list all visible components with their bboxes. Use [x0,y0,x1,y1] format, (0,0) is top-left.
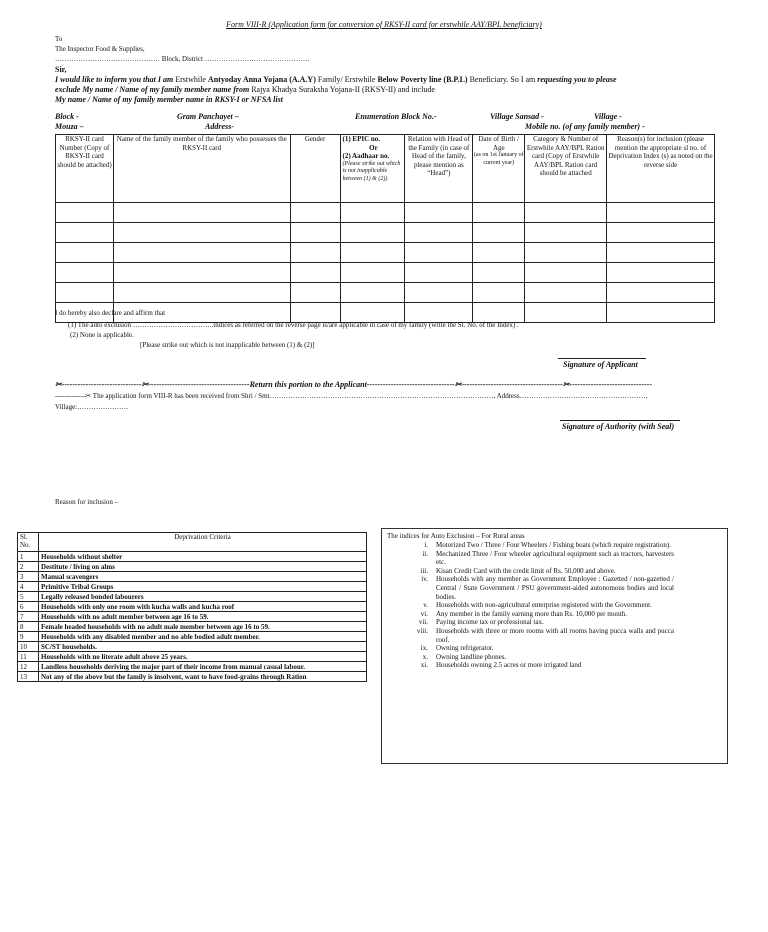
body-p1g: requesting you to please [537,75,617,84]
member-table-cell[interactable] [525,203,607,223]
member-table-cell[interactable] [405,243,473,263]
deprivation-row [18,592,367,602]
auto-exclusion-text: Any member in the family earning more than Rs. 10,000 per month. [436,609,627,618]
deprivation-header-sl: Sl. No. [18,533,39,552]
body-p1d: Family/ Erstwhile [317,75,376,84]
field-mouza: Mouza – [55,122,84,131]
auto-exclusion-item [382,610,674,619]
auto-exclusion-number: viii. [416,626,428,635]
member-table-cell[interactable] [607,203,715,223]
header-dob-note: (as on 1st January of current year) [473,152,524,166]
deprivation-sl: 2 [18,562,39,572]
deprivation-sl: 13 [18,672,39,682]
member-table-cell[interactable] [56,203,114,223]
deprivation-criterion: Manual scavengers [39,572,367,582]
address-to: To [55,35,63,43]
body-p2b: Rajya Khadya Suraksha Yojana-II (RKSY-II) and include [251,85,435,94]
member-table-cell[interactable] [340,243,405,263]
body-line-1 [55,75,720,85]
deprivation-header-criteria: Deprivation Criteria [39,533,367,552]
receipt-line-1: -------------✂ The application form VIII-R has been received from Shri / Smt……………………………………………………………………………………, Address………………………………………………, [55,392,648,400]
deprivation-criterion: Landless households deriving the major part of their income from manual casual labour. [39,662,367,672]
auto-exclusion-item [382,575,674,601]
auto-exclusion-item [382,541,674,550]
receipt-line-2: Village:…………………. [55,403,128,411]
auto-exclusion-number: iv. [421,575,428,584]
member-table-cell[interactable] [290,203,340,223]
member-table-cell[interactable] [290,243,340,263]
member-table-cell[interactable] [405,263,473,283]
member-table-cell[interactable] [473,223,525,243]
member-table-cell[interactable] [473,283,525,303]
field-gram-panchayet: Gram Panchayet – [177,112,239,121]
field-enumeration-block: Enumeration Block No.- [355,112,437,121]
member-table-cell[interactable] [473,303,525,323]
header-gender: Gender [290,135,340,203]
member-table-cell[interactable] [56,243,114,263]
member-table-cell[interactable] [340,223,405,243]
auto-exclusion-item [382,567,674,576]
deprivation-sl: 5 [18,592,39,602]
header-reason: Reason(s) for inclusion (please mention the appropriate sl no. of Deprivation Index (s) as noted on the reverse side [607,135,715,203]
member-table-cell[interactable] [473,243,525,263]
body-p1a: I would like to inform you that I am [55,75,174,84]
deprivation-row [18,662,367,672]
member-table-row [56,283,715,303]
body-p2a: exclude My name / Name of my family member name from [55,85,250,94]
form-title: Form VIII-R (Application form for conversion of RKSY-II card for erstwhile AAY/BPL beneficiary) [226,20,542,29]
header-category: Category & Number of Erstwhile AAY/BPL Ration card (Copy of Erstwhile AAY/BPL Ration card should be attached [525,135,607,203]
member-table-cell[interactable] [56,263,114,283]
member-table-cell[interactable] [607,283,715,303]
deprivation-row [18,622,367,632]
auto-exclusion-number: v. [423,601,428,610]
auto-exclusion-text: Households with three or more rooms with all rooms having pucca walls and pucca roof. [436,626,674,644]
body-p1f: Beneficiary. So I am [469,75,536,84]
member-table-cell[interactable] [340,303,405,323]
deprivation-sl: 11 [18,652,39,662]
member-table-cell[interactable] [340,203,405,223]
member-table-cell[interactable] [607,303,715,323]
member-table-cell[interactable] [113,283,290,303]
declaration-item-2: (2) None is applicable. [70,331,134,339]
auto-exclusion-item [382,653,674,662]
member-table-cell[interactable] [405,203,473,223]
member-table-cell[interactable] [405,223,473,243]
header-epic-aadhaar [340,135,405,203]
member-table-cell[interactable] [340,283,405,303]
auto-exclusion-text: Households with any member as Government Employee : Gazetted / non-gazetted / Central / State Government / PSU government-aided autonomous bodies and local bodies. [436,575,674,601]
body-p1c: Antyoday Anna Yojana (A.A.Y) [207,75,316,84]
member-table-cell[interactable] [113,223,290,243]
deprivation-criterion: Female headed households with no adult male member between age 16 to 59. [39,622,367,632]
deprivation-row [18,562,367,572]
declaration-item-1: (1) The auto exclusion ……………………………..indices as referred on the reverse page is/are applicable in case of my family (write the Sl. No. of the Index) . [68,321,519,329]
deprivation-body [18,552,367,682]
auto-exclusion-text: Motorized Two / Three / Four Wheelers / Fishing boats (which require registration). [436,541,671,549]
deprivation-sl: 6 [18,602,39,612]
member-table [55,134,715,323]
header-aadhaar: (2) Aadhaar no. [342,152,390,160]
deprivation-header [18,533,367,552]
member-table-row [56,263,715,283]
auto-exclusion-text: Mechanized Three / Four wheeler agricultural equipment such as tractors, harvesters etc. [436,549,674,567]
member-table-cell[interactable] [405,283,473,303]
reason-for-inclusion: Reason for inclusion – [55,498,119,506]
member-table-cell[interactable] [290,223,340,243]
header-dob-label: Date of Birth / Age [478,135,520,152]
auto-exclusion-number: vii. [418,618,428,627]
deprivation-row [18,582,367,592]
body-line-2 [55,85,435,95]
authority-signature-line [560,420,680,421]
member-table-cell[interactable] [113,203,290,223]
declaration-intro: I do hereby also declare and affirm that [55,309,166,317]
deprivation-criterion: Households without shelter [39,552,367,562]
field-village: Village - [594,112,622,121]
header-member-name: Name of the family member of the family who possesses the RKSY-II card [113,135,290,203]
deprivation-criterion: Not any of the above but the family is insolvent, want to have food-grains through Ration [39,672,367,682]
auto-exclusion-item [382,644,674,653]
auto-exclusion-item [382,601,674,610]
deprivation-criterion: Households with only one room with kucha walls and kucha roof [39,602,367,612]
auto-exclusion-number: i. [424,541,428,549]
member-table-cell[interactable] [340,263,405,283]
deprivation-row [18,642,367,652]
applicant-signature-line [558,358,646,359]
deprivation-row [18,632,367,642]
deprivation-row [18,612,367,622]
deprivation-criterion: Legally released bonded labourers [39,592,367,602]
header-relation: Relation with Head of the Family (in case of Head of the family, please mention as “Head”) [405,135,473,203]
member-table-body [56,203,715,323]
member-table-row [56,243,715,263]
deprivation-row [18,652,367,662]
auto-exclusion-number: vi. [420,609,428,618]
cut-line: ✂------------------------------✂--------------------------------------Return this portion to the Applicant---------------------------------✂--------------------------------------✂------------------------------- [55,380,652,389]
deprivation-row [18,552,367,562]
address-line2: ……………………………………… Block, District ……………………………………… [55,55,310,63]
member-table-cell[interactable] [525,283,607,303]
member-table-cell[interactable] [525,223,607,243]
auto-exclusion-number: ii. [422,549,428,558]
member-table-cell[interactable] [607,243,715,263]
deprivation-sl: 12 [18,662,39,672]
auto-exclusion-list [382,541,674,670]
deprivation-criterion: Households with no adult member between age 16 to 59. [39,612,367,622]
deprivation-row [18,672,367,682]
member-table-cell[interactable] [473,203,525,223]
auto-exclusion-box [381,528,728,764]
auto-exclusion-title: The indices for Auto Exclusion – For Rural areas [387,532,525,540]
member-table-cell[interactable] [290,263,340,283]
member-table-cell[interactable] [113,263,290,283]
member-table-cell[interactable] [525,303,607,323]
member-table-cell[interactable] [113,243,290,263]
auto-exclusion-item [382,661,674,670]
deprivation-criterion: SC/ST households. [39,642,367,652]
header-or: Or [369,143,378,152]
auto-exclusion-number: ix. [420,644,428,653]
member-table-cell[interactable] [607,223,715,243]
auto-exclusion-text: Owning refrigerator. [436,644,494,653]
auto-exclusion-text: Paying income tax or professional tax. [436,618,544,627]
auto-exclusion-number: xi. [420,661,428,670]
member-table-cell[interactable] [607,263,715,283]
member-table-cell[interactable] [290,303,340,323]
member-table-cell[interactable] [405,303,473,323]
auto-exclusion-number: x. [422,652,428,661]
header-dob [473,135,525,203]
authority-signature-label: Signature of Authority (with Seal) [562,422,675,431]
applicant-signature-label: Signature of Applicant [563,360,638,369]
declaration-note: [Please strike out which is not inapplicable between (1) & (2)] [140,341,315,349]
member-table-cell[interactable] [473,263,525,283]
body-p1e: Below Poverty line (B.P.L) [377,75,468,84]
deprivation-criterion: Primitive Tribal Groups [39,582,367,592]
deprivation-criterion: Households with no literate adult above 25 years. [39,652,367,662]
deprivation-sl: 7 [18,612,39,622]
deprivation-criterion: Destitute / living on alms [39,562,367,572]
member-table-cell[interactable] [525,263,607,283]
member-table-row [56,203,715,223]
member-table-cell[interactable] [56,283,114,303]
auto-exclusion-number: iii. [420,566,428,575]
deprivation-row [18,572,367,582]
auto-exclusion-text: Households with non-agricultural enterprise registered with the Government. [436,601,652,610]
address-line1: The Inspector Food & Supplies, [55,45,145,53]
deprivation-sl: 10 [18,642,39,652]
body-line-3: My name / Name of my family member name in RKSY-I or NFSA list [55,95,283,104]
deprivation-sl: 8 [18,622,39,632]
deprivation-row [18,602,367,612]
deprivation-table [17,532,367,682]
field-block: Block - [55,112,79,121]
salutation: Sir, [55,65,67,74]
auto-exclusion-text: Kisan Credit Card with the credit limit of Rs. 50,000 and above. [436,566,616,575]
auto-exclusion-text: Households owning 2.5 acres or more irrigated land [436,661,582,670]
member-table-header [56,135,715,203]
auto-exclusion-item [382,618,674,627]
field-village-sansad: Village Sansad - [490,112,544,121]
member-table-cell[interactable] [56,223,114,243]
auto-exclusion-item [382,550,674,567]
deprivation-sl: 1 [18,552,39,562]
auto-exclusion-text: Owning landline phones. [436,652,507,661]
deprivation-sl: 4 [18,582,39,592]
member-table-cell[interactable] [290,283,340,303]
auto-exclusion-item [382,627,674,644]
header-strike-note: (Please strike out which is not inapplicable between (1) & (2)) [342,160,401,182]
header-epic: (1) EPIC no. [342,135,381,143]
body-p1b: Erstwhile [175,75,206,84]
field-mobile: Mobile no. (of any family member) - [525,122,645,131]
header-rksy-card: RKSY-II card Number (Copy of RKSY-II card should be attached) [56,135,114,203]
member-table-row [56,223,715,243]
deprivation-sl: 3 [18,572,39,582]
deprivation-criterion: Households with any disabled member and no able bodied adult member. [39,632,367,642]
member-table-cell[interactable] [525,243,607,263]
field-address: Address- [205,122,234,131]
deprivation-sl: 9 [18,632,39,642]
